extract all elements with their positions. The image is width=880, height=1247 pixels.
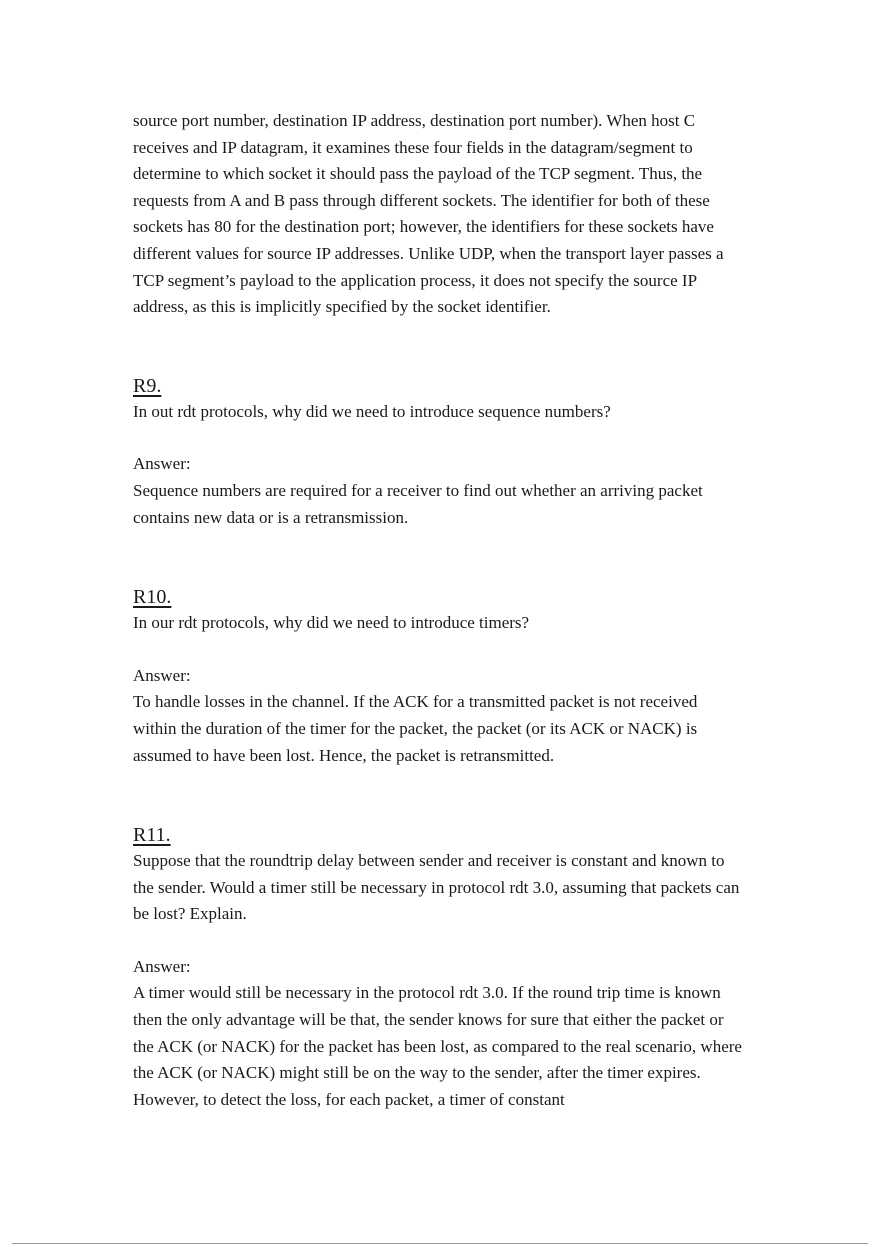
question-text: In our rdt protocols, why did we need to introduce timers? [133,613,530,633]
question-heading: R10. [133,586,172,609]
question-text: Suppose that the roundtrip delay between sender and receiver is constant and known to the sender. Would a timer still be necessary in protocol rdt 3.0, assuming that packets can be lost? Explain. [133,851,740,924]
spacer [133,425,745,451]
answer-label: Answer: [133,665,191,685]
spacer [133,321,745,373]
answer-text: To handle losses in the channel. If the ACK for a transmitted packet is not received within the duration of the timer for the packet, the packet (or its ACK or NACK) is assumed to have been lost. Hence, the packet is retransmitted. [133,692,698,765]
answer-text: A timer would still be necessary in the protocol rdt 3.0. If the round trip time is known then the only advantage will be that, the sender knows for sure that either the packet or the ACK (or NACK) for the packet has been lost, as compared to the real scenario, where the ACK (or NACK) might still be on the way to the sender, after the timer expires. However, to detect the loss, for each packet, a timer of constant [133,983,742,1109]
intro-paragraph: source port number, destination IP address, destination port number). When host C receives and IP datagram, it examines these four fields in the datagram/segment to determine to which socket it should pass the payload of the TCP segment. Thus, the requests from A and B pass through different sockets. The identifier for both of these sockets has 80 for the destination port; however, the identifiers for these sockets have different values for source IP addresses. Unlike UDP, when the transport layer passes a TCP segment’s payload to the application process, it does not specify the source IP address, as this is implicitly specified by the socket identifier. [133,111,724,317]
answer-text: Sequence numbers are required for a receiver to find out whether an arriving packet contains new data or is a retransmission. [133,480,703,527]
question-heading: R9. [133,374,162,397]
page-bottom-rule [12,1243,868,1244]
question-text: In out rdt protocols, why did we need to introduce sequence numbers? [133,401,611,421]
question-r9 [133,373,745,531]
question-r11 [133,822,745,1113]
spacer [133,531,745,584]
spacer [133,769,745,822]
spacer [133,637,745,663]
question-heading: R11. [133,824,171,847]
answer-label: Answer: [133,454,191,474]
answer-label: Answer: [133,956,191,976]
spacer [133,928,745,954]
document-page [133,108,745,1113]
question-r10 [133,584,745,769]
